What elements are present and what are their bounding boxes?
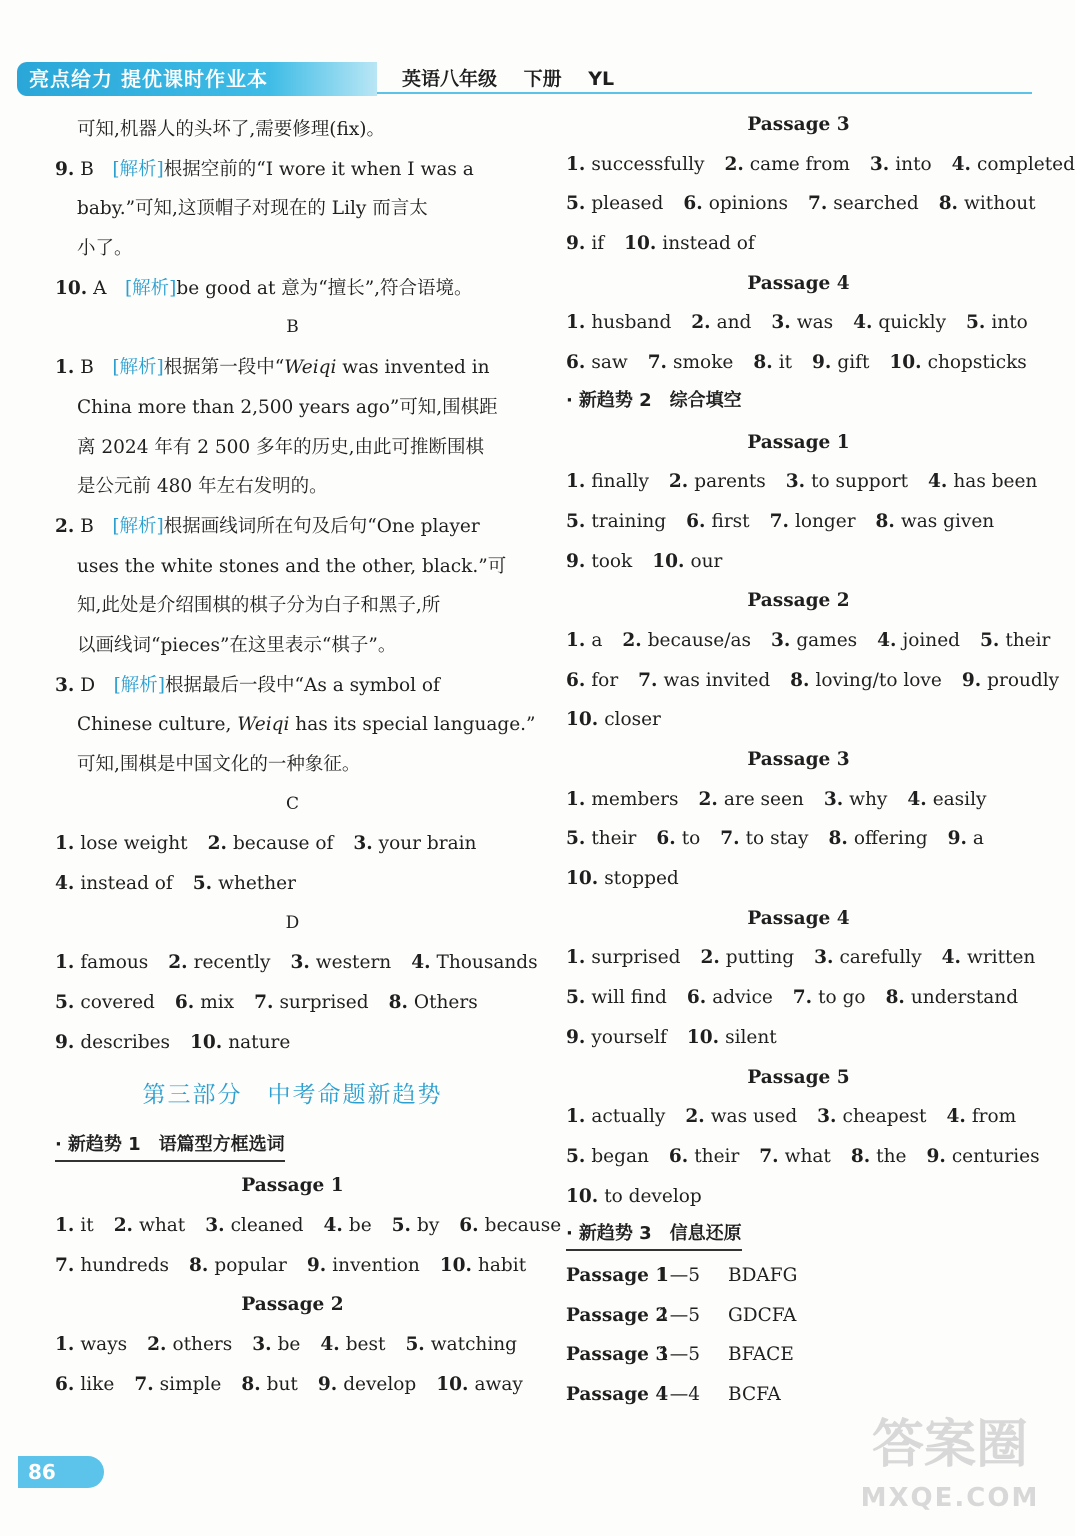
answer-item: 5. covered xyxy=(55,992,155,1014)
answer-item: 1. famous xyxy=(55,952,149,974)
answer-item: 8. it xyxy=(753,352,793,374)
analysis-tag: [解析] xyxy=(112,357,164,379)
answer-item: 10. to develop xyxy=(566,1185,702,1207)
answer-item: 8. the xyxy=(850,1145,907,1167)
answer-item: 4. joined xyxy=(877,629,960,651)
trend1-passage2-title: Passage 2 xyxy=(241,1294,344,1316)
answer-10: 10. A [解析]be good at 意为“擅长”,符合语境。 xyxy=(55,277,473,299)
answer-b2-line2: uses the white stones and the other, black.”可 xyxy=(77,555,507,577)
answer-item: 2. came from xyxy=(724,153,850,175)
answer-item: 10. stopped xyxy=(566,868,679,890)
answer-item: 4. best xyxy=(320,1333,386,1355)
trend1-passage1-title: Passage 1 xyxy=(241,1175,344,1197)
answer-item: 8. understand xyxy=(885,987,1019,1009)
answer-item: 10. nature xyxy=(190,1031,291,1053)
trend2-passage5-answers xyxy=(566,1097,1040,1216)
answer-row xyxy=(55,1325,530,1365)
info-row: Passage 41—4 BCFA xyxy=(566,1384,781,1405)
trend2-passage4-title: Passage 4 xyxy=(747,907,850,929)
answer-b3-line3: 可知,围棋是中国文化的一种象征。 xyxy=(77,754,361,775)
answer-b2: 2. B [解析]根据画线词所在句及后句“One player xyxy=(55,515,480,537)
answer-item: 4. be xyxy=(323,1214,372,1236)
answer-row xyxy=(566,145,1075,185)
answer-item: 3. why xyxy=(823,788,888,810)
answer-item: 7. to go xyxy=(792,987,866,1009)
answer-row xyxy=(566,661,1060,701)
answer-row xyxy=(55,1365,530,1405)
analysis-tag: [解析] xyxy=(124,277,177,299)
trend-3-heading: · 新趋势 3 信息还原 xyxy=(566,1216,1031,1256)
answer-item: 6. to xyxy=(656,828,701,850)
answer-item: 5. their xyxy=(566,828,637,850)
answer-item: 1. it xyxy=(55,1214,94,1236)
answer-item: 8. loving/to love xyxy=(790,669,942,691)
trend1-passage3-title: Passage 3 xyxy=(747,114,850,135)
answer-b1-line3: 离 2024 年有 2 500 多年的历史,由此可推断围棋 xyxy=(77,436,484,458)
trend2-passage5-title: Passage 5 xyxy=(747,1066,850,1088)
answer-item: 10. away xyxy=(436,1373,523,1395)
answer-item: 8. but xyxy=(241,1373,298,1395)
answer-item: 3. be xyxy=(252,1333,301,1355)
answer-row xyxy=(566,938,1036,978)
subject-label: 英语八年级 xyxy=(402,68,498,90)
answer-item: 7. was invited xyxy=(638,669,771,691)
answer-item: 10. chopsticks xyxy=(889,352,1027,374)
answer-b2-line3: 知,此处是介绍围棋的棋子分为白子和黑子,所 xyxy=(77,595,441,617)
answer-item: 4. Thousands xyxy=(411,952,538,974)
answer-item: 4. easily xyxy=(907,788,987,810)
answer-item: 9. invention xyxy=(306,1254,420,1276)
answer-item: 8. offering xyxy=(828,828,928,850)
answer-item: 9. gift xyxy=(812,352,870,374)
trend2-passage2-title: Passage 2 xyxy=(747,590,850,612)
trend1-passage1-answers xyxy=(55,1206,562,1285)
answer-item: 1. lose weight xyxy=(55,833,188,855)
answer-row xyxy=(566,1018,1031,1058)
watermark-logo: 答案圈 MXQE.COM xyxy=(860,1415,1040,1513)
answer-item: 8. was given xyxy=(875,510,995,532)
answer-item: 5. began xyxy=(566,1145,649,1167)
answer-item: 6. for xyxy=(566,669,619,691)
section-c-answers xyxy=(55,824,530,903)
answer-row xyxy=(55,1206,562,1246)
answer-item: 9. yourself xyxy=(566,1026,667,1048)
answer-row xyxy=(55,824,530,864)
answer-item: 1. husband xyxy=(566,312,672,334)
answer-item: 4. quickly xyxy=(853,312,947,334)
answer-item: 8. Others xyxy=(388,992,478,1014)
trend2-passage3-title: Passage 3 xyxy=(747,749,850,770)
answer-item: 6. like xyxy=(55,1373,115,1395)
answer-9-line2: baby.”可知,这顶帽子对现在的 Lily 而言太 xyxy=(77,198,428,220)
answer-item: 6. their xyxy=(668,1145,740,1167)
answer-item: 9. centuries xyxy=(926,1145,1040,1167)
answer-item: 3. into xyxy=(869,153,932,175)
analysis-tag: [解析] xyxy=(113,674,166,696)
answer-item: 3. carefully xyxy=(814,947,922,969)
answer-b2-line4: 以画线词“pieces”在这里表示“棋子”。 xyxy=(77,634,397,656)
answer-item: 9. describes xyxy=(55,1031,171,1053)
answer-item: 6. opinions xyxy=(683,193,788,215)
answer-row xyxy=(566,502,1031,542)
answer-item: 9. proudly xyxy=(961,669,1060,691)
answer-item: 7. surprised xyxy=(254,992,369,1014)
answer-item: 10. silent xyxy=(686,1026,777,1048)
left-column xyxy=(55,110,562,1404)
analysis-tag: [解析] xyxy=(112,515,164,537)
answer-item: 2. because/as xyxy=(622,629,751,651)
trend2-passage1-answers xyxy=(566,462,1038,581)
answer-row xyxy=(55,1246,530,1286)
answer-item: 2. are seen xyxy=(698,788,804,810)
answer-row xyxy=(566,1137,1040,1177)
answer-b1-line2: China more than 2,500 years ago”可知,围棋距 xyxy=(77,396,498,418)
answer-item: 9. took xyxy=(566,550,633,572)
answer-item: 2. was used xyxy=(685,1106,798,1128)
answer-row xyxy=(566,1177,1031,1217)
trend2-passage1-title: Passage 1 xyxy=(747,431,850,453)
info-row: Passage 21—5 GDCFA xyxy=(566,1304,797,1326)
answer-item: 7. what xyxy=(759,1145,831,1167)
trend2-passage2-answers xyxy=(566,621,1060,740)
answer-item: 2. and xyxy=(691,312,752,334)
answer-item: 10. our xyxy=(652,550,723,572)
answer-item: 3. to support xyxy=(785,471,909,493)
answer-row xyxy=(566,542,1031,582)
answer-row xyxy=(55,864,530,904)
answer-row xyxy=(55,1023,530,1063)
answer-item: 3. was xyxy=(771,312,834,334)
answer-item: 1. finally xyxy=(566,471,649,493)
answer-item: 2. because of xyxy=(207,833,334,855)
answer-item: 5. into xyxy=(966,312,1028,334)
answer-item: 4. instead of xyxy=(55,873,173,895)
answer-row xyxy=(566,700,1031,740)
trend1-passage3-answers xyxy=(566,145,1075,264)
answer-row xyxy=(566,1097,1031,1137)
answer-item: 4. from xyxy=(946,1106,1017,1128)
section-d-answers xyxy=(55,943,538,1062)
analysis-tag: [解析] xyxy=(112,158,164,180)
section-b-heading: B xyxy=(286,317,299,338)
answer-item: 7. longer xyxy=(769,510,856,532)
answer-item: 4. written xyxy=(941,947,1036,969)
answer-item: 6. because xyxy=(459,1214,562,1236)
answer-item: 5. by xyxy=(391,1214,440,1236)
answer-row xyxy=(566,184,1036,224)
answer-item: 1. a xyxy=(566,629,603,651)
answer-item: 6. advice xyxy=(686,987,773,1009)
answer-item: 7. to stay xyxy=(720,828,809,850)
answer-item: 10. instead of xyxy=(624,233,755,255)
answer-item: 5. will find xyxy=(566,987,667,1009)
info-row: Passage 31—5 BFACE xyxy=(566,1344,794,1366)
answer-item: 5. pleased xyxy=(566,193,664,215)
edition-label: YL xyxy=(588,68,615,90)
answer-item: 3. cheapest xyxy=(817,1106,927,1128)
trend3-answers xyxy=(566,1256,1031,1415)
answer-item: 7. smoke xyxy=(647,352,734,374)
answer-item: 2. recently xyxy=(168,952,271,974)
answer-item: 9. if xyxy=(566,233,605,255)
answer-item: 1. ways xyxy=(55,1333,128,1355)
answer-item: 1. members xyxy=(566,788,679,810)
trend-2-heading: · 新趋势 2 综合填空 xyxy=(566,389,742,411)
answer-item: 5. their xyxy=(980,629,1051,651)
answer-row xyxy=(566,859,1031,899)
answer-item: 2. others xyxy=(147,1333,233,1355)
answer-item: 3. western xyxy=(290,952,392,974)
answer-row xyxy=(566,343,1031,383)
answer-row xyxy=(566,621,1051,661)
answer-item: 3. your brain xyxy=(353,833,477,855)
answer-row xyxy=(55,943,538,983)
answer-item: 1. surprised xyxy=(566,947,681,969)
answer-item: 6. mix xyxy=(174,992,235,1014)
answer-item: 2. what xyxy=(113,1214,186,1236)
section-c-heading: C xyxy=(285,793,299,814)
answer-item: 10. closer xyxy=(566,709,661,731)
answer-row xyxy=(566,224,1031,264)
section-d-heading: D xyxy=(285,912,300,933)
answer-b3: 3. D [解析]根据最后一段中“As a symbol of xyxy=(55,674,440,696)
answer-row xyxy=(55,983,530,1023)
trend1-passage4-title: Passage 4 xyxy=(747,272,850,294)
answer-b1-line4: 是公元前 480 年左右发明的。 xyxy=(77,476,328,498)
answer-item: 8. without xyxy=(938,193,1036,215)
answer-item: 4. completed xyxy=(951,153,1075,175)
answer-9: 9. B [解析]根据空前的“I wore it when I was a xyxy=(55,158,474,180)
answer-item: 7. searched xyxy=(807,193,919,215)
trend1-passage4-answers xyxy=(566,303,1031,382)
answer-b1: 1. B [解析]根据第一段中“Weiqi was invented in xyxy=(55,357,490,379)
answer-row xyxy=(566,303,1031,343)
answer-item: 5. training xyxy=(566,510,667,532)
answer-row xyxy=(566,462,1038,502)
answer-row xyxy=(566,780,1031,820)
answer-9-line3: 小了。 xyxy=(77,238,133,260)
subject-info xyxy=(402,62,634,96)
answer-item: 5. watching xyxy=(405,1333,518,1355)
answer-item: 7. simple xyxy=(134,1373,222,1395)
right-column xyxy=(566,105,1075,1415)
answer-item: 9. a xyxy=(947,828,984,850)
answer-item: 6. saw xyxy=(566,352,628,374)
page-header xyxy=(17,62,1032,96)
page-number: 86 xyxy=(18,1456,104,1488)
trend2-passage4-answers xyxy=(566,938,1036,1057)
answer-item: 5. whether xyxy=(192,873,296,895)
answer-b3-line2: Chinese culture, Weiqi has its special language.” xyxy=(77,714,536,736)
answer-item: 1. successfully xyxy=(566,153,705,175)
volume-label: 下册 xyxy=(523,68,562,90)
header-rule xyxy=(377,92,1032,94)
book-title-banner: 亮点给力 提优课时作业本 xyxy=(17,62,377,96)
answer-item: 9. develop xyxy=(317,1373,417,1395)
answer-item: 3. cleaned xyxy=(205,1214,304,1236)
info-row: Passage 11—5 BDAFG xyxy=(566,1264,798,1286)
answer-item: 2. parents xyxy=(668,471,766,493)
answer-item: 3. games xyxy=(770,629,858,651)
answer-item: 10. habit xyxy=(439,1254,527,1276)
answer-row xyxy=(566,978,1031,1018)
part-three-title: 第三部分 中考命题新趋势 xyxy=(142,1081,443,1108)
trend2-passage3-answers xyxy=(566,780,1031,899)
answer-item: 4. has been xyxy=(928,471,1038,493)
answer-item: 7. hundreds xyxy=(55,1254,170,1276)
trend-1-heading: · 新趋势 1 语篇型方框选词 xyxy=(55,1127,530,1167)
answer-item: 6. first xyxy=(686,510,750,532)
answer-item: 8. popular xyxy=(189,1254,287,1276)
answer-item: 2. putting xyxy=(700,947,795,969)
answer-row xyxy=(566,819,1031,859)
continued-text: 可知,机器人的头坏了,需要修理(fix)。 xyxy=(77,119,385,140)
answer-item: 1. actually xyxy=(566,1106,666,1128)
trend1-passage2-answers xyxy=(55,1325,530,1404)
